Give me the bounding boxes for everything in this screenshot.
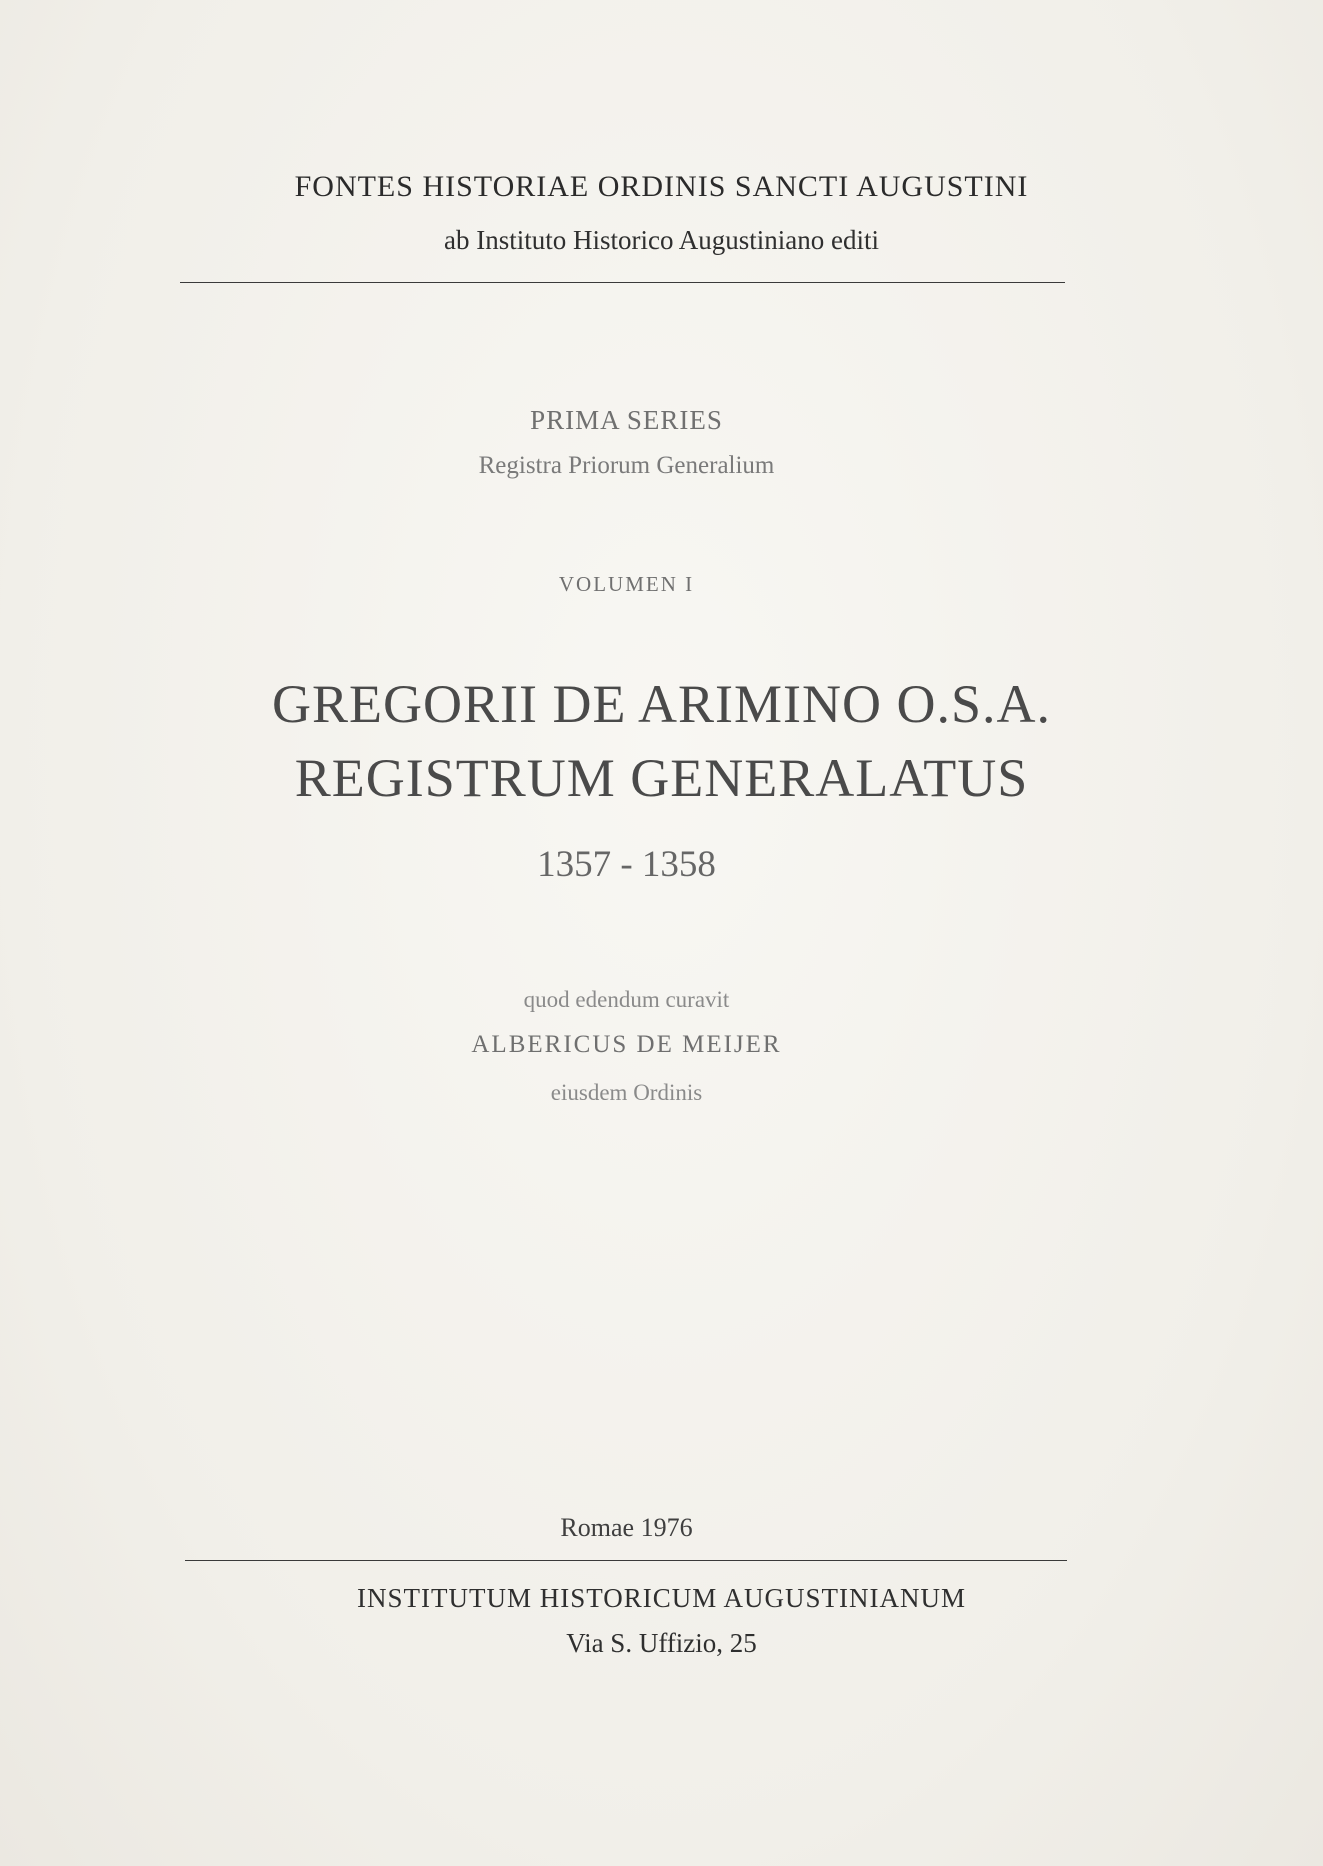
editor-note: eiusdem Ordinis	[550, 1080, 703, 1105]
top-divider	[180, 282, 1065, 283]
series-subtitle: ab Instituto Historico Augustiniano editi	[444, 225, 879, 255]
series-description: Registra Priorum Generalium	[478, 452, 775, 479]
publisher-address: Via S. Uffizio, 25	[566, 1628, 757, 1658]
bottom-divider	[185, 1560, 1067, 1561]
editor-name: ALBERICUS DE MEIJER	[471, 1031, 782, 1058]
main-title-line-1: GREGORII DE ARIMINO O.S.A.	[272, 674, 1051, 734]
editor-intro: quod edendum curavit	[523, 987, 730, 1012]
main-title-line-2: REGISTRUM GENERALATUS	[294, 748, 1029, 808]
title-years: 1357 - 1358	[537, 844, 716, 885]
place-and-year: Romae 1976	[560, 1513, 693, 1542]
series-title: FONTES HISTORIAE ORDINIS SANCTI AUGUSTINI	[294, 170, 1029, 203]
series-name: PRIMA SERIES	[530, 405, 723, 435]
publisher-name: INSTITUTUM HISTORICUM AUGUSTINIANUM	[356, 1583, 966, 1613]
volume-number: VOLUMEN I	[558, 572, 695, 596]
